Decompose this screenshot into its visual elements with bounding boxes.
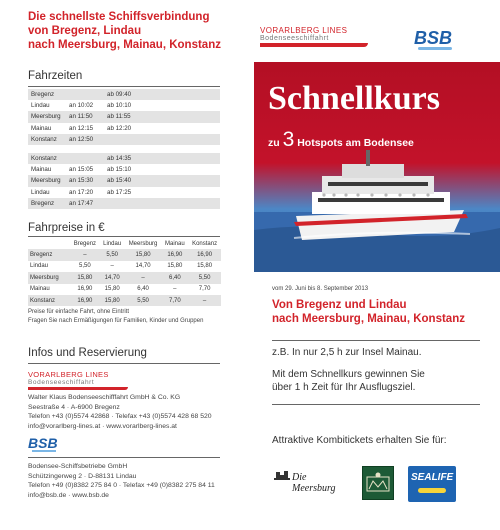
vorarlberg-lines-logo: VORARLBERG LINES Bodenseeschiffahrt (28, 370, 128, 390)
price-cell: 16,90 (161, 249, 188, 260)
price-header-cell: Bregenz (70, 238, 100, 249)
bsb-logo: BSB (414, 28, 453, 48)
price-row (28, 261, 221, 272)
meersburg-logo: Die Meersburg (272, 466, 352, 498)
price-header-row (28, 238, 221, 249)
timetable-cell: an 12:15 (66, 123, 104, 134)
timetable-cell: ab 12:20 (104, 123, 220, 134)
travel-time-text: z.B. In nur 2,5 h zur Insel Mainau. (272, 347, 422, 358)
price-cell: Meersburg (28, 272, 70, 283)
timetable-return-row (28, 175, 220, 186)
price-cell: 15,80 (125, 249, 162, 260)
price-row (28, 295, 221, 306)
timetable-cell: ab 15:10 (104, 164, 220, 175)
price-cell: – (100, 261, 125, 272)
timetable-outbound (28, 89, 220, 145)
price-cell: – (70, 249, 100, 260)
price-cell: 14,70 (125, 261, 162, 272)
timetable-cell: ab 14:35 (104, 153, 220, 164)
timetable-cell: an 15:30 (66, 175, 104, 186)
price-row (28, 272, 221, 283)
price-header-cell: Konstanz (188, 238, 221, 249)
price-cell: – (125, 272, 162, 283)
timetable-cell (104, 198, 220, 209)
vorarlberg-address: Walter Klaus Bodenseeschifffahrt GmbH & Co. KG Seestraße 4 · A-6900 Bregenz Telefon +43 (0)5574 42868 · Telefax +43 (0)5574 428 68 520 info@vorarlberg-lines.at · www.vorarlberg-lines.at (28, 394, 212, 430)
timetable-outbound-row (28, 123, 220, 134)
time-saving-text: Mit dem Schnellkurs gewinnen Sie über 1 h Zeit für Ihr Ausflugsziel. (272, 369, 425, 393)
timetable-cell: Meersburg (28, 111, 66, 122)
timetable-cell: Mainau (28, 123, 66, 134)
bsb-contact-link[interactable]: info@bsb.de · www.bsb.de (28, 491, 109, 499)
timetable-cell: an 10:02 (66, 100, 104, 111)
timetable-cell: Konstanz (28, 153, 66, 164)
timetable-outbound-row (28, 89, 220, 100)
timetable-cell: an 12:50 (66, 134, 104, 145)
hero-image (254, 62, 500, 272)
timetable-cell: Lindau (28, 100, 66, 111)
price-row (28, 249, 221, 260)
combi-tickets-text: Attraktive Kombitickets erhalten Sie für: (272, 435, 447, 446)
timetable-return-row (28, 164, 220, 175)
price-notes: Preise für einfache Fahrt, ohne Eintritt Fragen Sie nach Ermäßigungen für Familien, Kinder und Gruppen (28, 309, 204, 324)
price-header-cell (28, 238, 70, 249)
price-cell: 14,70 (100, 272, 125, 283)
timetable-cell: ab 09:40 (104, 89, 220, 100)
price-cell: 6,40 (161, 272, 188, 283)
sealife-logo: SEALIFE (408, 466, 456, 502)
divider (28, 457, 220, 458)
price-cell: 5,50 (188, 272, 221, 283)
price-cell: Lindau (28, 261, 70, 272)
timetable-cell (66, 89, 104, 100)
price-cell: Mainau (28, 284, 70, 295)
vorarlberg-contact-link[interactable]: info@vorarlberg-lines.at · www.vorarlberg-lines.at (28, 422, 177, 430)
timetable-return-row (28, 198, 220, 209)
price-cell: 5,50 (125, 295, 162, 306)
divider (272, 404, 480, 405)
price-cell: 7,70 (188, 284, 221, 295)
timetable-cell: Konstanz (28, 134, 66, 145)
price-cell: 15,80 (100, 284, 125, 295)
timetable-cell (66, 153, 104, 164)
timetable-cell: an 15:05 (66, 164, 104, 175)
left-headline: Die schnellste Schiffsverbindung von Bregenz, Lindau nach Meersburg, Mainau, Konstanz (28, 11, 221, 51)
price-cell: 15,80 (70, 272, 100, 283)
timetable-cell: an 17:20 (66, 187, 104, 198)
timetable-cell: Bregenz (28, 198, 66, 209)
price-row (28, 284, 221, 295)
price-cell: 16,90 (70, 295, 100, 306)
timetable-cell (104, 134, 220, 145)
price-header-cell: Mainau (161, 238, 188, 249)
timetable-return (28, 153, 220, 209)
divider (28, 236, 220, 237)
price-cell: – (188, 295, 221, 306)
fahrzeiten-title: Fahrzeiten (28, 70, 83, 82)
price-header-cell: Lindau (100, 238, 125, 249)
price-cell: 15,80 (188, 261, 221, 272)
vorarlberg-lines-logo: VORARLBERG LINES Bodenseeschiffahrt (260, 26, 368, 47)
top-logos (254, 0, 500, 60)
price-cell: 15,80 (100, 295, 125, 306)
timetable-cell: Lindau (28, 187, 66, 198)
price-cell: 6,40 (125, 284, 162, 295)
timetable-cell: ab 10:10 (104, 100, 220, 111)
timetable-cell: Bregenz (28, 89, 66, 100)
crest-logo (362, 466, 394, 500)
fahrpreise-title: Fahrpreise in € (28, 222, 105, 234)
divider (28, 363, 220, 364)
date-range: vom 29. Juni bis 8. September 2013 (272, 286, 369, 292)
price-cell: Bregenz (28, 249, 70, 260)
timetable-outbound-row (28, 100, 220, 111)
hero-subtitle: zu 3 Hotspots am Bodensee (268, 128, 414, 151)
hero-title: Schnellkurs (268, 80, 440, 117)
price-cell: Konstanz (28, 295, 70, 306)
timetable-outbound-row (28, 111, 220, 122)
divider (272, 340, 480, 341)
timetable-return-row (28, 153, 220, 164)
infos-title: Infos und Reservierung (28, 347, 147, 359)
price-cell: 16,90 (188, 249, 221, 260)
price-cell: 15,80 (161, 261, 188, 272)
price-cell: 7,70 (161, 295, 188, 306)
timetable-cell: ab 17:25 (104, 187, 220, 198)
timetable-cell: ab 15:40 (104, 175, 220, 186)
timetable-cell: an 11:50 (66, 111, 104, 122)
divider (28, 86, 220, 87)
bsb-address: Bodensee-Schiffsbetriebe GmbH Schützingerweg 2 · D-88131 Lindau Telefon +49 (0)8382 275 84 0 · Telefax +49 (0)8382 275 84 11 info@bsb.de · www.bsb.de (28, 463, 215, 499)
timetable-cell: Meersburg (28, 175, 66, 186)
price-cell: 5,50 (100, 249, 125, 260)
bsb-logo: BSB (28, 435, 58, 451)
price-header-cell: Meersburg (125, 238, 162, 249)
timetable-return-row (28, 187, 220, 198)
timetable-cell: Mainau (28, 164, 66, 175)
price-table (28, 238, 221, 306)
timetable-cell: ab 11:55 (104, 111, 220, 122)
right-panel (254, 0, 500, 530)
timetable-cell: an 17:47 (66, 198, 104, 209)
right-headline: Von Bregenz und Lindau nach Meersburg, Mainau, Konstanz (272, 299, 465, 325)
price-cell: 16,90 (70, 284, 100, 295)
price-cell: – (161, 284, 188, 295)
price-cell: 5,50 (70, 261, 100, 272)
timetable-outbound-row (28, 134, 220, 145)
